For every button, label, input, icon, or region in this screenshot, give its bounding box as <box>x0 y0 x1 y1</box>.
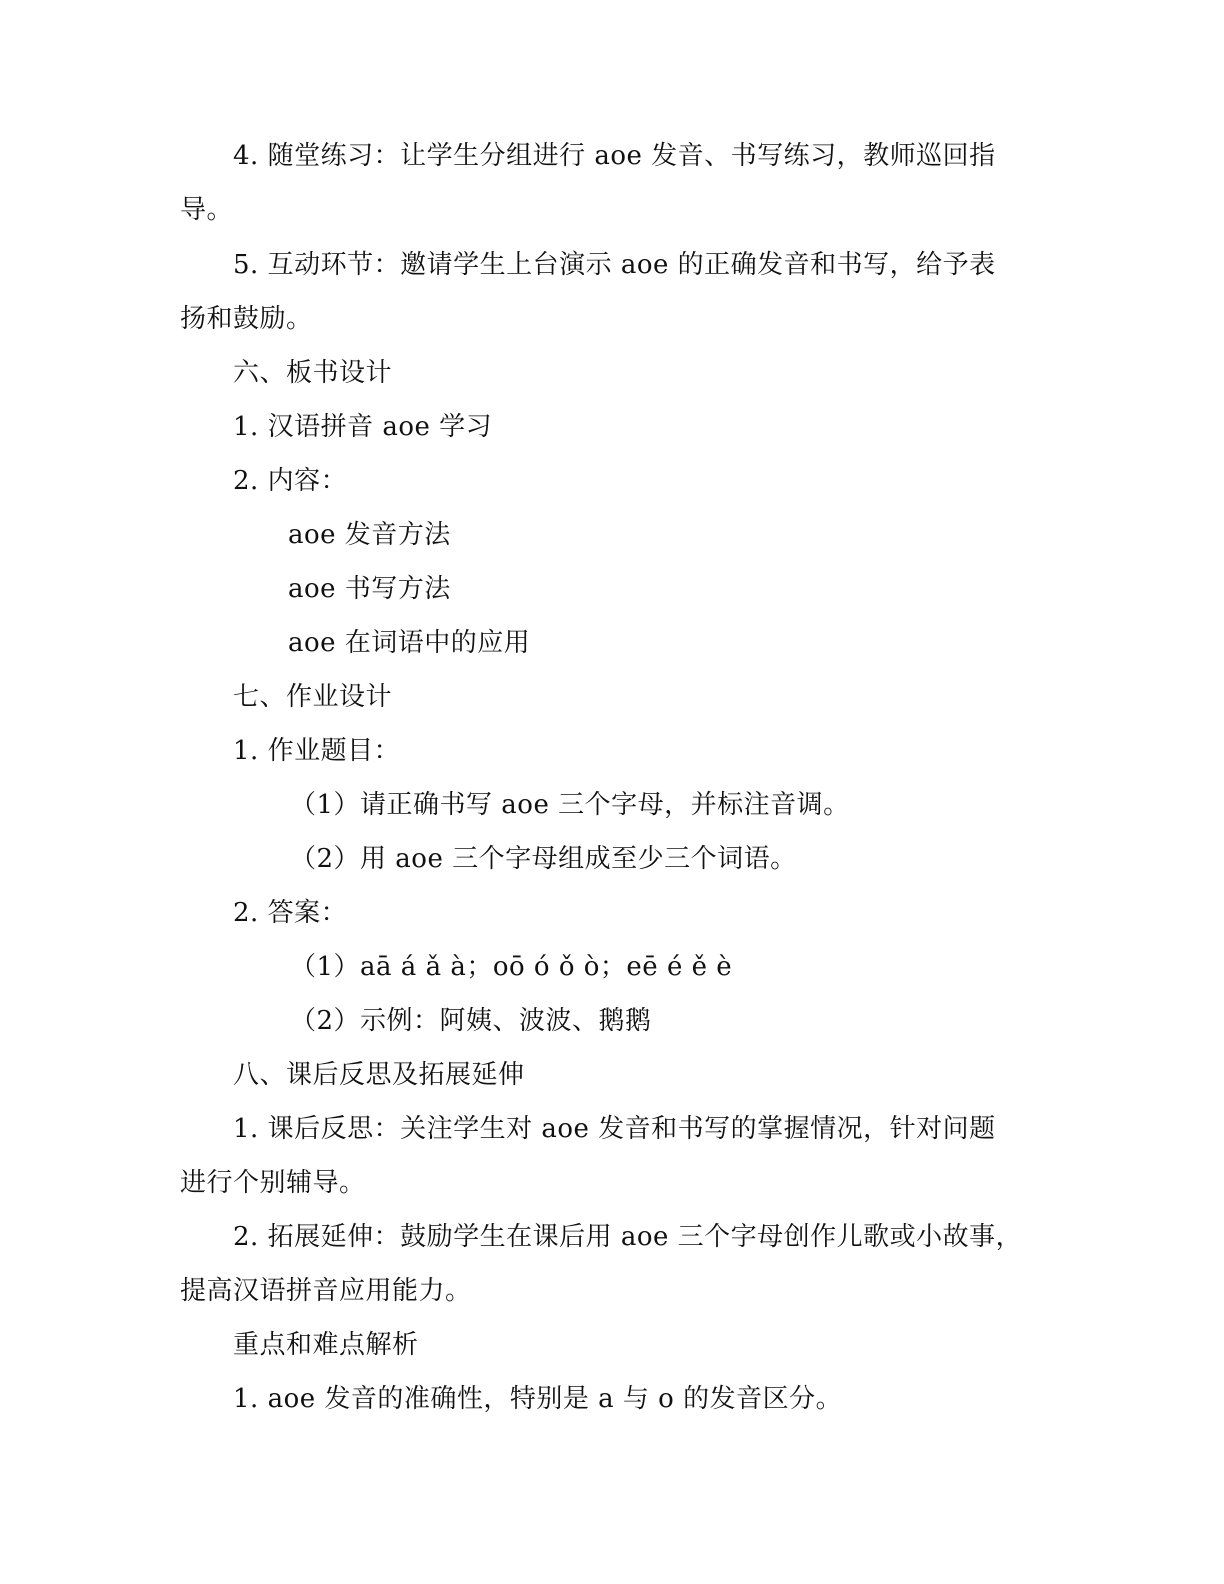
homework-item-2: 2. 答案： <box>233 898 348 928</box>
homework-item-1: 1. 作业题目： <box>233 736 401 766</box>
board-subitem-application: aoe 在词语中的应用 <box>288 628 531 658</box>
reflection-item-1-continued: 进行个别辅导。 <box>180 1168 366 1198</box>
section-heading-reflection: 八、课后反思及拓展延伸 <box>233 1060 525 1090</box>
homework-question-1: （1）请正确书写 aoe 三个字母，并标注音调。 <box>290 790 850 820</box>
paragraph-step-4-continued: 导。 <box>180 195 234 225</box>
answer-2: （2）示例：阿姨、波波、鹅鹅 <box>290 1006 652 1036</box>
homework-question-2: （2）用 aoe 三个字母组成至少三个词语。 <box>290 844 797 874</box>
board-item-2: 2. 内容： <box>233 466 348 496</box>
paragraph-step-5-continued: 扬和鼓励。 <box>180 304 313 334</box>
section-heading-key-points: 重点和难点解析 <box>233 1330 419 1360</box>
section-heading-homework: 七、作业设计 <box>233 682 393 712</box>
reflection-item-2-continued: 提高汉语拼音应用能力。 <box>180 1276 472 1306</box>
board-subitem-writing: aoe 书写方法 <box>288 574 451 604</box>
reflection-item-1: 1. 课后反思：关注学生对 aoe 发音和书写的掌握情况，针对问题 <box>233 1114 996 1144</box>
section-heading-board-design: 六、板书设计 <box>233 358 393 388</box>
board-item-1: 1. 汉语拼音 aoe 学习 <box>233 412 493 442</box>
paragraph-step-4: 4. 随堂练习：让学生分组进行 aoe 发音、书写练习，教师巡回指 <box>233 141 996 171</box>
paragraph-step-5: 5. 互动环节：邀请学生上台演示 aoe 的正确发音和书写，给予表 <box>233 250 996 280</box>
answer-1: （1）aā á ǎ à；oō ó ǒ ò；eē é ě è <box>290 952 733 982</box>
key-point-item-1: 1. aoe 发音的准确性，特别是 a 与 o 的发音区分。 <box>233 1384 843 1414</box>
reflection-item-2: 2. 拓展延伸：鼓励学生在课后用 aoe 三个字母创作儿歌或小故事， <box>233 1222 1023 1252</box>
board-subitem-pronunciation: aoe 发音方法 <box>288 520 451 550</box>
